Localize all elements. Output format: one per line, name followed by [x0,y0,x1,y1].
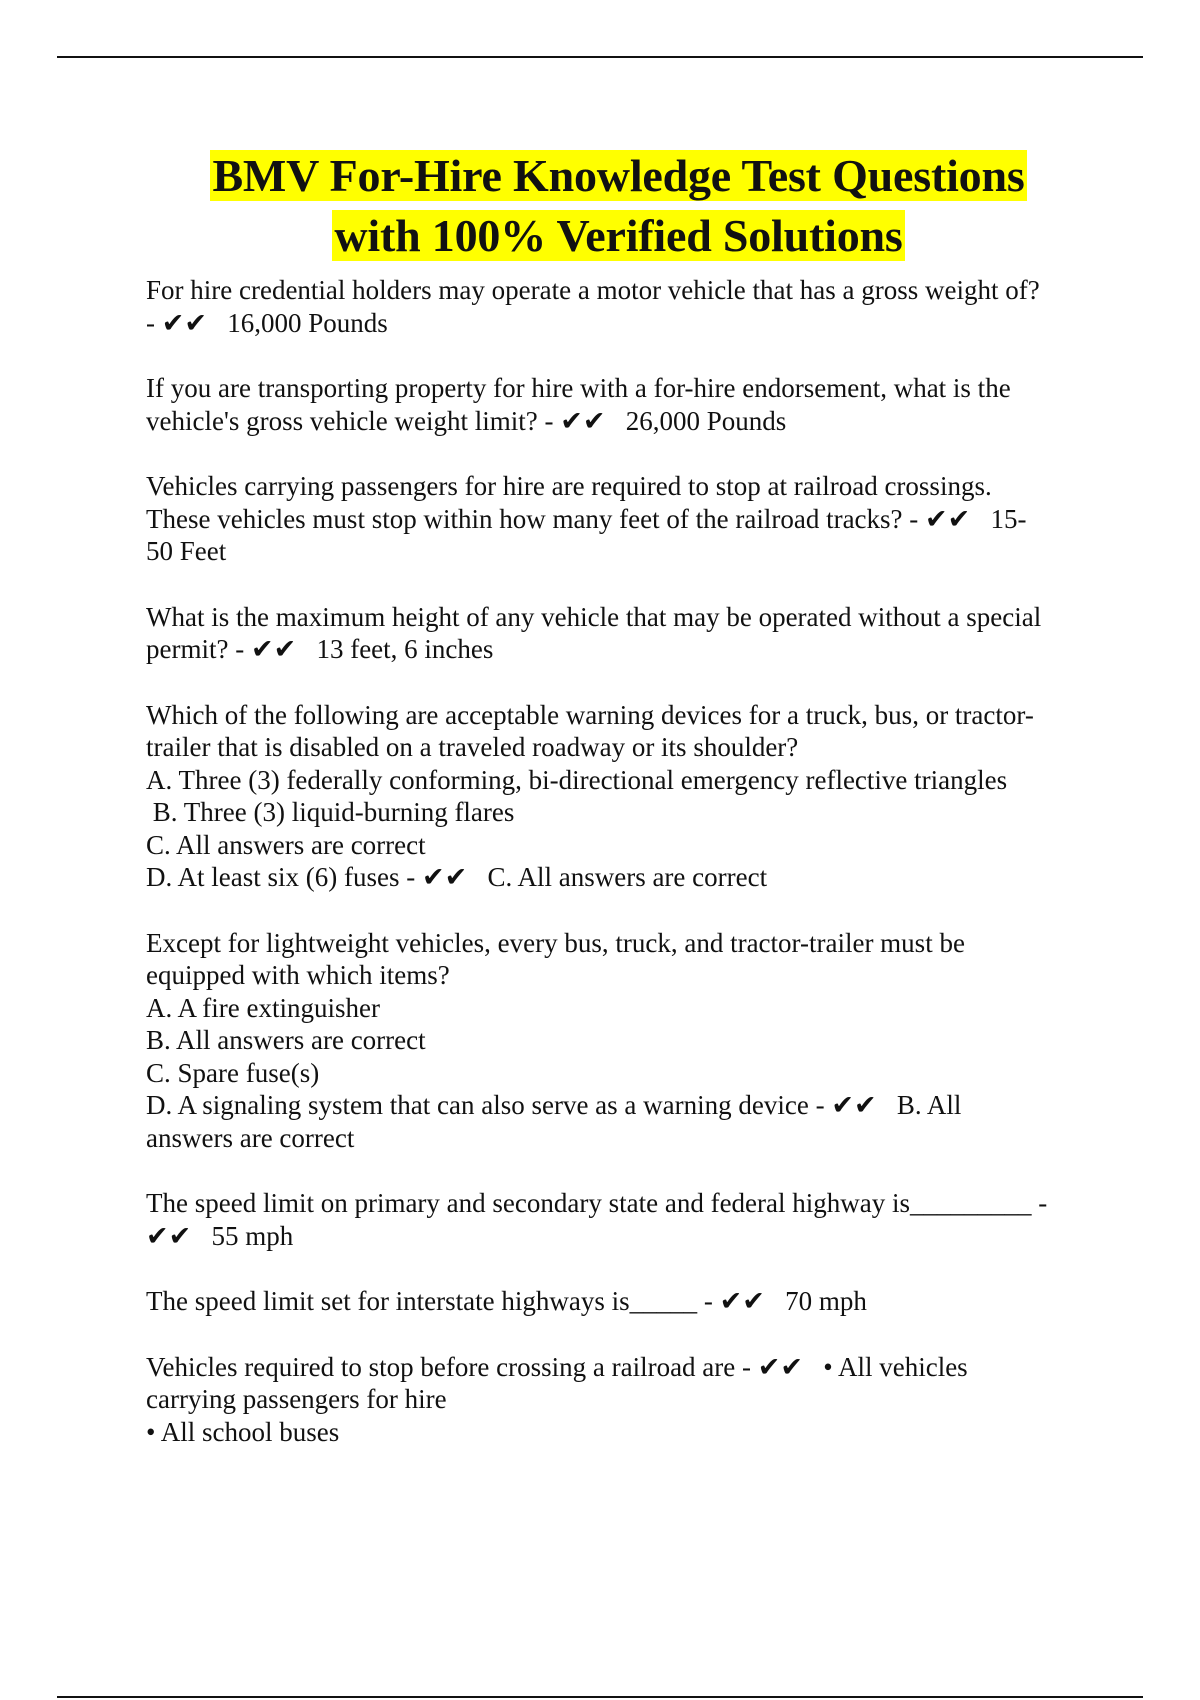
qa-item [146,372,1091,437]
qa-item [146,1285,1091,1318]
qa-line: What is the maximum height of any vehicle that may be operated without a special [146,601,1042,632]
qa-item [146,470,1091,568]
qa-line: Vehicles carrying passengers for hire are required to stop at railroad crossings. [146,471,992,501]
qa-item [146,927,1091,1155]
qa-line: answers are correct [146,1122,355,1153]
qa-item [146,1187,1091,1252]
title-line-1: BMV For-Hire Knowledge Test Questions [212,150,1025,201]
qa-line: • All school buses [146,1416,340,1447]
qa-item [146,699,1091,894]
qa-line: D. At least six (6) fuses - ✔✔ C. All answers are correct [146,862,768,892]
qa-line: The speed limit set for interstate highways is_____ - ✔✔ 70 mph [146,1286,867,1316]
qa-line: C. Spare fuse(s) [146,1057,320,1088]
qa-line: B. All answers are correct [146,1025,426,1055]
qa-line: - ✔✔ 16,000 Pounds [146,307,388,338]
document-title [146,146,1091,266]
qa-line: A. A fire extinguisher [146,992,380,1023]
qa-item [146,601,1091,666]
qa-line: ✔✔ 55 mph [146,1220,294,1251]
qa-line: Except for lightweight vehicles, every bus, truck, and tractor-trailer must be [146,927,965,958]
qa-line: These vehicles must stop within how many feet of the railroad tracks? - ✔✔ 15- [146,503,1027,534]
qa-line: vehicle's gross vehicle weight limit? - ✔✔ 26,000 Pounds [146,405,787,436]
qa-line: equipped with which items? [146,960,450,990]
qa-line: Vehicles required to stop before crossing a railroad are - ✔✔ • All vehicles [146,1351,968,1382]
qa-list [146,274,1091,1448]
qa-line: permit? - ✔✔ 13 feet, 6 inches [146,634,494,664]
document-body [146,146,1091,1448]
qa-line: If you are transporting property for hire with a for-hire endorsement, what is the [146,373,1011,403]
qa-item [146,274,1091,339]
qa-line: 50 Feet [146,536,227,566]
qa-line: D. A signaling system that can also serve as a warning device - ✔✔ B. All [146,1090,962,1120]
bottom-rule [57,1696,1143,1698]
qa-item [146,1351,1091,1449]
qa-line: A. Three (3) federally conforming, bi-directional emergency reflective triangles [146,764,1008,795]
qa-line: trailer that is disabled on a traveled roadway or its shoulder? [146,732,799,762]
qa-line: B. Three (3) liquid-burning flares [146,797,515,827]
title-line-2: with 100% Verified Solutions [334,210,903,261]
qa-line: The speed limit on primary and secondary state and federal highway is_________ - [146,1188,1048,1218]
qa-line: For hire credential holders may operate a motor vehicle that has a gross weight of? [146,275,1040,305]
qa-line: carrying passengers for hire [146,1384,447,1414]
top-rule [57,56,1143,58]
qa-line: Which of the following are acceptable warning devices for a truck, bus, or tractor- [146,699,1034,730]
qa-line: C. All answers are correct [146,829,426,860]
